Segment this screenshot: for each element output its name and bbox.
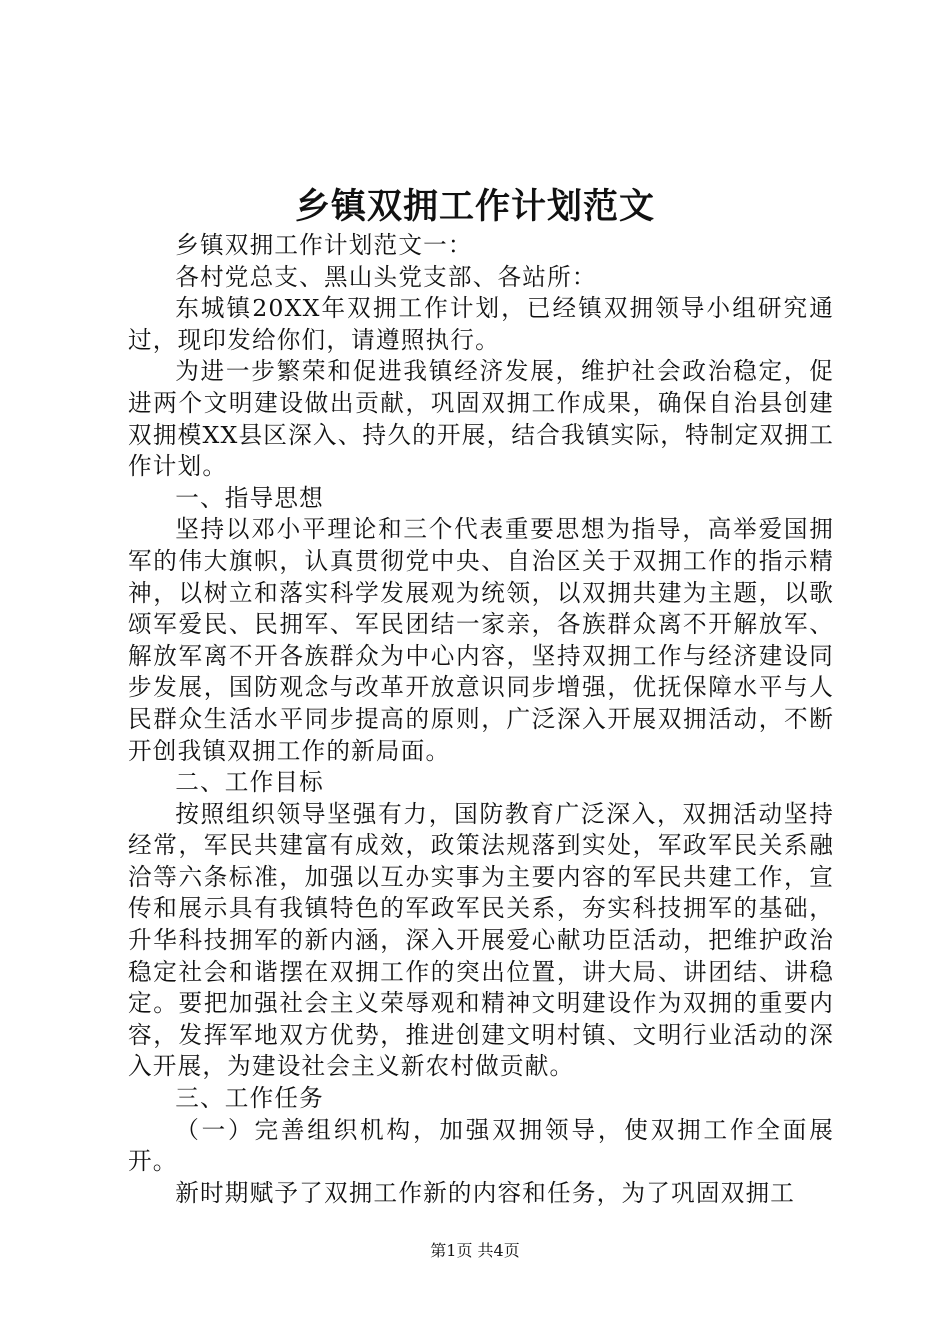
document-title: 乡镇双拥工作计划范文 — [294, 186, 655, 227]
paragraph-guiding-thought: 坚持以邓小平理论和三个代表重要思想为指导，高举爱国拥军的伟大旗帜，认真贯彻党中央、自治区关于双拥工作的指示精神，以树立和落实科学发展观为统领，以双拥共建为主题，以歌颂军爱民、民拥军、军民团结一家亲，各族群众离不开解放军、解放军离不开各族群众为中心内容，坚持双拥工作与经济建设同步发展，国防观念与改革开放意识同步增强，优抚保障水平与人民群众生活水平同步提高的原则，广泛深入开展双拥活动，不断开创我镇双拥工作的新局面。 — [128, 515, 834, 765]
section-heading-guiding-thought: 一、指导思想 — [175, 483, 324, 512]
section-heading-work-tasks: 三、工作任务 — [175, 1084, 324, 1113]
subsection-heading-organization: （一）完善组织机构，加强双拥领导，使双拥工作全面展开。 — [128, 1115, 834, 1176]
paragraph-new-period: 新时期赋予了双拥工作新的内容和任务，为了巩固双拥工 — [175, 1178, 796, 1207]
paragraph-notice: 东城镇20XX年双拥工作计划，已经镇双拥领导小组研究通过，现印发给你们，请遵照执行。 — [128, 294, 834, 354]
document-body — [128, 230, 834, 1209]
paragraph-recipients: 各村党总支、黑山头党支部、各站所： — [175, 262, 597, 291]
paragraph-purpose: 为进一步繁荣和促进我镇经济发展，维护社会政治稳定，促进两个文明建设做出贡献，巩固双拥工作成果，确保自治县创建双拥模XX县区深入、持久的开展，结合我镇实际，特制定双拥工作计划。 — [128, 357, 834, 481]
paragraph-work-goals: 按照组织领导坚强有力，国防教育广泛深入，双拥活动坚持经常，军民共建富有成效，政策法规落到实处，军政军民关系融洽等六条标准，加强以互办实事为主要内容的军民共建工作，宣传和展示具有我镇特色的军政军民关系，夯实科技拥军的基础，升华科技拥军的新内涵，深入开展爱心献功臣活动，把维护政治稳定社会和谐摆在双拥工作的突出位置，讲大局、讲团结、讲稳定。要把加强社会主义荣辱观和精神文明建设作为双拥的重要内容，发挥军地双方优势，推进创建文明村镇、文明行业活动的深入开展，为建设社会主义新农村做贡献。 — [128, 799, 834, 1081]
section-heading-work-goals: 二、工作目标 — [175, 768, 324, 797]
paragraph-greeting: 乡镇双拥工作计划范文一： — [175, 231, 473, 259]
page-footer: 第1页 共4页 — [430, 1241, 520, 1260]
